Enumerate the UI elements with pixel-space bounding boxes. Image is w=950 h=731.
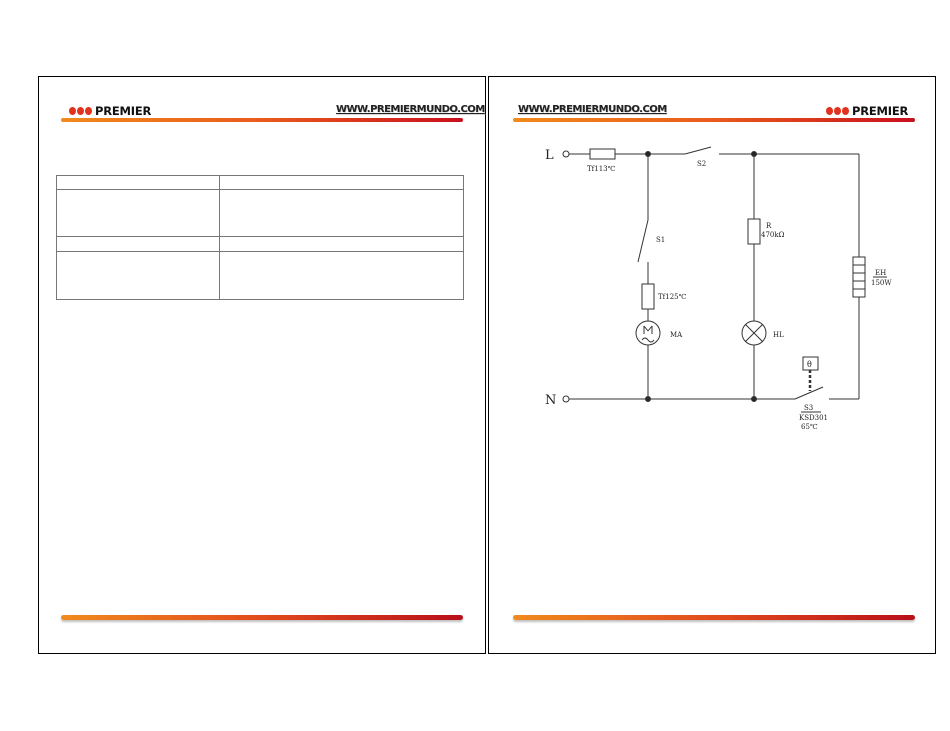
motor-label: MA <box>670 331 683 339</box>
table-cell <box>220 176 464 190</box>
table-cell <box>220 237 464 252</box>
table-cell <box>57 252 220 300</box>
table-row <box>57 237 464 252</box>
fuse-main-label: Tf113℃ <box>587 165 616 173</box>
table-cell <box>220 252 464 300</box>
switch-s3-blade <box>795 387 823 399</box>
motor-symbol <box>636 321 660 345</box>
resistor-name-label: R <box>766 222 772 230</box>
heater-value-label: 150W <box>871 279 892 287</box>
motor-tilde <box>642 338 654 342</box>
fuse-motor-symbol <box>642 284 654 309</box>
switch-s1-label: S1 <box>656 236 666 244</box>
terminal-l-label: L <box>545 148 554 163</box>
table-row <box>57 176 464 190</box>
switch-s1-blade <box>638 220 648 262</box>
resistor-value-label: 470kΩ <box>761 231 785 239</box>
right-page <box>488 76 936 654</box>
resistor-symbol <box>748 219 760 244</box>
logo-dots-icon <box>69 107 92 115</box>
table-cell <box>57 190 220 237</box>
terminal-n-circle <box>563 396 569 402</box>
heater-symbol <box>853 257 865 297</box>
footer-rule <box>61 615 463 620</box>
heater-name-label: EH <box>875 269 887 277</box>
logo-text: PREMIER <box>852 104 909 118</box>
terminal-l-circle <box>563 151 569 157</box>
switch-s2-blade <box>685 147 711 154</box>
motor-mark <box>648 326 652 331</box>
terminal-n-label: N <box>545 393 557 408</box>
website-url: WWW.PREMIERMUNDO.COM <box>518 104 667 115</box>
thermostat-symbol: θ <box>807 360 812 369</box>
website-url: WWW.PREMIERMUNDO.COM <box>336 104 485 115</box>
table-cell <box>57 176 220 190</box>
fuse-motor-label: Tf125℃ <box>658 293 687 301</box>
thermostat-model-label: KSD301 <box>799 414 828 422</box>
table-cell <box>220 190 464 237</box>
motor-mark <box>644 326 648 331</box>
thermostat-name-label: S3 <box>804 404 814 412</box>
lamp-label: HL <box>773 331 784 339</box>
logo-text: PREMIER <box>95 104 152 118</box>
circuit-schematic <box>489 77 935 653</box>
thermostat-temp-label: 65℃ <box>801 423 818 431</box>
table-cell <box>57 237 220 252</box>
switch-s2-label: S2 <box>697 160 707 168</box>
premier-logo <box>69 104 151 118</box>
spec-table <box>56 175 464 300</box>
fuse-main-symbol <box>590 149 615 159</box>
table-row <box>57 190 464 237</box>
header-rule <box>61 118 463 122</box>
left-page <box>38 76 486 654</box>
footer-rule <box>513 615 915 620</box>
table-row <box>57 252 464 300</box>
